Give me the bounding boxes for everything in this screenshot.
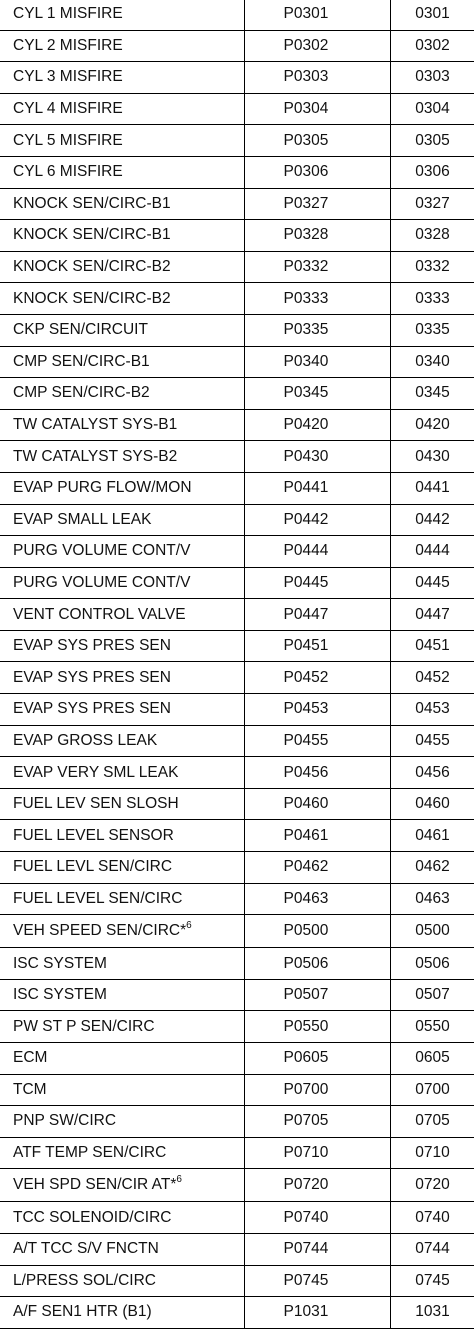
item-name: ISC SYSTEM	[13, 986, 107, 1004]
dtc-code-cell: P0700	[244, 1074, 390, 1106]
dtc-code-cell: P0460	[244, 788, 390, 820]
item-name-cell	[0, 0, 244, 30]
table-row	[0, 504, 474, 536]
dtc-code-cell: P0441	[244, 472, 390, 504]
item-name-cell	[0, 757, 244, 789]
table-row	[0, 441, 474, 473]
table-row	[0, 409, 474, 441]
table-row	[0, 1202, 474, 1234]
table-row	[0, 156, 474, 188]
item-name-cell	[0, 62, 244, 94]
dtc-number-cell: 0430	[390, 441, 474, 473]
table-row	[0, 757, 474, 789]
dtc-number-cell: 0462	[390, 852, 474, 884]
item-name-cell	[0, 283, 244, 315]
item-name: ATF TEMP SEN/CIRC	[13, 1144, 167, 1162]
item-name: TCM	[13, 1080, 47, 1098]
dtc-number-cell: 0463	[390, 883, 474, 915]
dtc-code-cell: P0420	[244, 409, 390, 441]
dtc-number-cell: 0306	[390, 156, 474, 188]
dtc-code-cell: P0327	[244, 188, 390, 220]
item-name-cell	[0, 915, 244, 948]
dtc-code-cell: P0445	[244, 567, 390, 599]
item-name-cell	[0, 1297, 244, 1329]
item-name-cell	[0, 1233, 244, 1265]
item-name: L/PRESS SOL/CIRC	[13, 1271, 156, 1289]
dtc-code-cell: P0507	[244, 979, 390, 1011]
dtc-code-cell: P0430	[244, 441, 390, 473]
item-name-cell	[0, 1074, 244, 1106]
item-name-cell	[0, 662, 244, 694]
dtc-number-cell: 0303	[390, 62, 474, 94]
item-name: KNOCK SEN/CIRC-B2	[13, 289, 171, 307]
dtc-number-cell: 0453	[390, 694, 474, 726]
item-name: TW CATALYST SYS-B2	[13, 447, 178, 465]
dtc-number-cell: 0445	[390, 567, 474, 599]
dtc-code-cell: P0452	[244, 662, 390, 694]
item-name-cell	[0, 504, 244, 536]
dtc-code-cell: P0304	[244, 93, 390, 125]
item-name: EVAP GROSS LEAK	[13, 731, 158, 749]
dtc-code-cell: P0456	[244, 757, 390, 789]
dtc-number-cell: 0328	[390, 220, 474, 252]
dtc-code-cell: P0302	[244, 30, 390, 62]
table-row	[0, 125, 474, 157]
item-name-cell	[0, 188, 244, 220]
dtc-number-cell: 0442	[390, 504, 474, 536]
item-name-cell	[0, 220, 244, 252]
dtc-code-cell: P0461	[244, 820, 390, 852]
item-name-cell	[0, 820, 244, 852]
dtc-number-cell: 0710	[390, 1137, 474, 1169]
item-name-cell	[0, 472, 244, 504]
dtc-code-cell: P0332	[244, 251, 390, 283]
item-name: FUEL LEVEL SEN/CIRC	[13, 889, 183, 907]
table-row	[0, 62, 474, 94]
item-name: EVAP SYS PRES SEN	[13, 700, 171, 718]
item-name: CYL 6 MISFIRE	[13, 163, 123, 181]
item-name: A/T TCC S/V FNCTN	[13, 1240, 159, 1258]
item-name-cell	[0, 883, 244, 915]
item-name-cell	[0, 788, 244, 820]
item-name-cell	[0, 599, 244, 631]
item-name-cell	[0, 979, 244, 1011]
dtc-number-cell: 0506	[390, 948, 474, 980]
table-row	[0, 852, 474, 884]
item-name-cell	[0, 1106, 244, 1138]
dtc-number-cell: 0720	[390, 1169, 474, 1202]
item-name-cell	[0, 1137, 244, 1169]
dtc-number-cell: 0444	[390, 536, 474, 568]
item-name: KNOCK SEN/CIRC-B1	[13, 194, 171, 212]
dtc-code-cell: P0455	[244, 725, 390, 757]
dtc-code-cell: P0500	[244, 915, 390, 948]
dtc-code-cell: P0451	[244, 630, 390, 662]
dtc-code-cell: P0745	[244, 1265, 390, 1297]
item-name: CYL 5 MISFIRE	[13, 131, 123, 149]
item-name: FUEL LEVL SEN/CIRC	[13, 858, 173, 876]
item-name: EVAP SYS PRES SEN	[13, 637, 171, 655]
dtc-number-cell: 0745	[390, 1265, 474, 1297]
table-row	[0, 694, 474, 726]
item-name-cell	[0, 694, 244, 726]
table-row	[0, 251, 474, 283]
dtc-code-cell: P0444	[244, 536, 390, 568]
table-row	[0, 1137, 474, 1169]
table-row	[0, 283, 474, 315]
item-name-cell	[0, 93, 244, 125]
table-row	[0, 979, 474, 1011]
dtc-number-cell: 0500	[390, 915, 474, 948]
item-name: EVAP VERY SML LEAK	[13, 763, 179, 781]
item-name-cell	[0, 567, 244, 599]
item-name-cell	[0, 1011, 244, 1043]
dtc-number-cell: 0461	[390, 820, 474, 852]
item-name: EVAP SMALL LEAK	[13, 510, 152, 528]
table-row	[0, 820, 474, 852]
dtc-number-cell: 0345	[390, 378, 474, 410]
item-name-cell	[0, 725, 244, 757]
dtc-code-cell: P0335	[244, 314, 390, 346]
table-row	[0, 536, 474, 568]
dtc-code-cell: P0605	[244, 1043, 390, 1075]
item-name-cell	[0, 1169, 244, 1202]
dtc-number-cell: 0705	[390, 1106, 474, 1138]
dtc-number-cell: 0332	[390, 251, 474, 283]
item-name: PNP SW/CIRC	[13, 1112, 117, 1130]
dtc-code-cell: P0340	[244, 346, 390, 378]
dtc-code-cell: P0740	[244, 1202, 390, 1234]
table-row	[0, 788, 474, 820]
dtc-code-cell: P0453	[244, 694, 390, 726]
dtc-number-cell: 0507	[390, 979, 474, 1011]
dtc-code-cell: P0463	[244, 883, 390, 915]
dtc-number-cell: 0327	[390, 188, 474, 220]
item-name-cell	[0, 441, 244, 473]
item-name: VENT CONTROL VALVE	[13, 605, 186, 623]
item-name: TW CATALYST SYS-B1	[13, 416, 178, 434]
dtc-code-cell: P0301	[244, 0, 390, 30]
table-row	[0, 472, 474, 504]
table-row	[0, 725, 474, 757]
dtc-number-cell: 0304	[390, 93, 474, 125]
table-row	[0, 1169, 474, 1202]
item-name: KNOCK SEN/CIRC-B2	[13, 258, 171, 276]
dtc-number-cell: 0420	[390, 409, 474, 441]
dtc-number-cell: 0605	[390, 1043, 474, 1075]
dtc-number-cell: 0700	[390, 1074, 474, 1106]
table-row	[0, 948, 474, 980]
item-name-cell	[0, 30, 244, 62]
item-name-cell	[0, 1202, 244, 1234]
dtc-code-cell: P0333	[244, 283, 390, 315]
item-name: VEH SPEED SEN/CIRC*	[13, 922, 187, 940]
item-name: FUEL LEVEL SENSOR	[13, 826, 174, 844]
item-name: EVAP PURG FLOW/MON	[13, 479, 192, 497]
dtc-code-cell: P0447	[244, 599, 390, 631]
dtc-code-cell: P0506	[244, 948, 390, 980]
item-name: CYL 2 MISFIRE	[13, 36, 123, 54]
dtc-code-cell: P0305	[244, 125, 390, 157]
dtc-code-cell: P0705	[244, 1106, 390, 1138]
table-row	[0, 883, 474, 915]
dtc-code-cell: P0345	[244, 378, 390, 410]
item-name-cell	[0, 630, 244, 662]
dtc-number-cell: 0301	[390, 0, 474, 30]
dtc-number-cell: 0302	[390, 30, 474, 62]
dtc-code-cell: P0328	[244, 220, 390, 252]
item-name: PURG VOLUME CONT/V	[13, 542, 191, 560]
item-name: VEH SPD SEN/CIR AT*	[13, 1176, 177, 1194]
dtc-number-cell: 0441	[390, 472, 474, 504]
dtc-code-cell: P1031	[244, 1297, 390, 1329]
item-name: CYL 3 MISFIRE	[13, 68, 123, 86]
item-name-cell	[0, 409, 244, 441]
footnote-marker: 6	[186, 920, 192, 932]
dtc-code-cell: P0303	[244, 62, 390, 94]
item-name-cell	[0, 948, 244, 980]
dtc-number-cell: 0447	[390, 599, 474, 631]
item-name: KNOCK SEN/CIRC-B1	[13, 226, 171, 244]
item-name-cell	[0, 346, 244, 378]
dtc-number-cell: 0451	[390, 630, 474, 662]
item-name: ISC SYSTEM	[13, 954, 107, 972]
item-name-cell	[0, 378, 244, 410]
table-row	[0, 915, 474, 948]
dtc-code-cell: P0710	[244, 1137, 390, 1169]
dtc-number-cell: 0456	[390, 757, 474, 789]
item-name: CYL 1 MISFIRE	[13, 5, 123, 23]
table-row	[0, 1265, 474, 1297]
item-name: TCC SOLENOID/CIRC	[13, 1208, 172, 1226]
table-row	[0, 1233, 474, 1265]
dtc-code-cell: P0462	[244, 852, 390, 884]
dtc-code-cell: P0550	[244, 1011, 390, 1043]
item-name: A/F SEN1 HTR (B1)	[13, 1303, 152, 1321]
item-name-cell	[0, 1265, 244, 1297]
table-row	[0, 1011, 474, 1043]
item-name: PURG VOLUME CONT/V	[13, 573, 191, 591]
table-row	[0, 93, 474, 125]
item-name: PW ST P SEN/CIRC	[13, 1017, 155, 1035]
table-row	[0, 346, 474, 378]
table-row	[0, 0, 474, 30]
dtc-number-cell: 0452	[390, 662, 474, 694]
dtc-number-cell: 0340	[390, 346, 474, 378]
item-name-cell	[0, 125, 244, 157]
table-row	[0, 188, 474, 220]
dtc-code-cell: P0442	[244, 504, 390, 536]
item-name: CYL 4 MISFIRE	[13, 100, 123, 118]
table-row	[0, 220, 474, 252]
dtc-number-cell: 0550	[390, 1011, 474, 1043]
item-name: CKP SEN/CIRCUIT	[13, 321, 148, 339]
dtc-number-cell: 0740	[390, 1202, 474, 1234]
table-row	[0, 567, 474, 599]
footnote-marker: 6	[176, 1174, 182, 1186]
dtc-number-cell: 0744	[390, 1233, 474, 1265]
item-name-cell	[0, 314, 244, 346]
dtc-number-cell: 0305	[390, 125, 474, 157]
table-row	[0, 662, 474, 694]
dtc-code-cell: P0720	[244, 1169, 390, 1202]
item-name-cell	[0, 1043, 244, 1075]
dtc-number-cell: 0455	[390, 725, 474, 757]
dtc-code-cell: P0744	[244, 1233, 390, 1265]
table-row	[0, 630, 474, 662]
item-name: FUEL LEV SEN SLOSH	[13, 795, 179, 813]
item-name-cell	[0, 156, 244, 188]
item-name: ECM	[13, 1049, 48, 1067]
table-row	[0, 378, 474, 410]
item-name: CMP SEN/CIRC-B1	[13, 352, 150, 370]
table-row	[0, 314, 474, 346]
table-row	[0, 1297, 474, 1329]
item-name: CMP SEN/CIRC-B2	[13, 384, 150, 402]
dtc-number-cell: 0333	[390, 283, 474, 315]
item-name-cell	[0, 852, 244, 884]
dtc-number-cell: 0460	[390, 788, 474, 820]
dtc-code-cell: P0306	[244, 156, 390, 188]
table-row	[0, 30, 474, 62]
item-name-cell	[0, 251, 244, 283]
table-row	[0, 1043, 474, 1075]
table-row	[0, 599, 474, 631]
dtc-number-cell: 1031	[390, 1297, 474, 1329]
table-row	[0, 1074, 474, 1106]
table-row	[0, 1106, 474, 1138]
item-name-cell	[0, 536, 244, 568]
dtc-number-cell: 0335	[390, 314, 474, 346]
item-name: EVAP SYS PRES SEN	[13, 668, 171, 686]
